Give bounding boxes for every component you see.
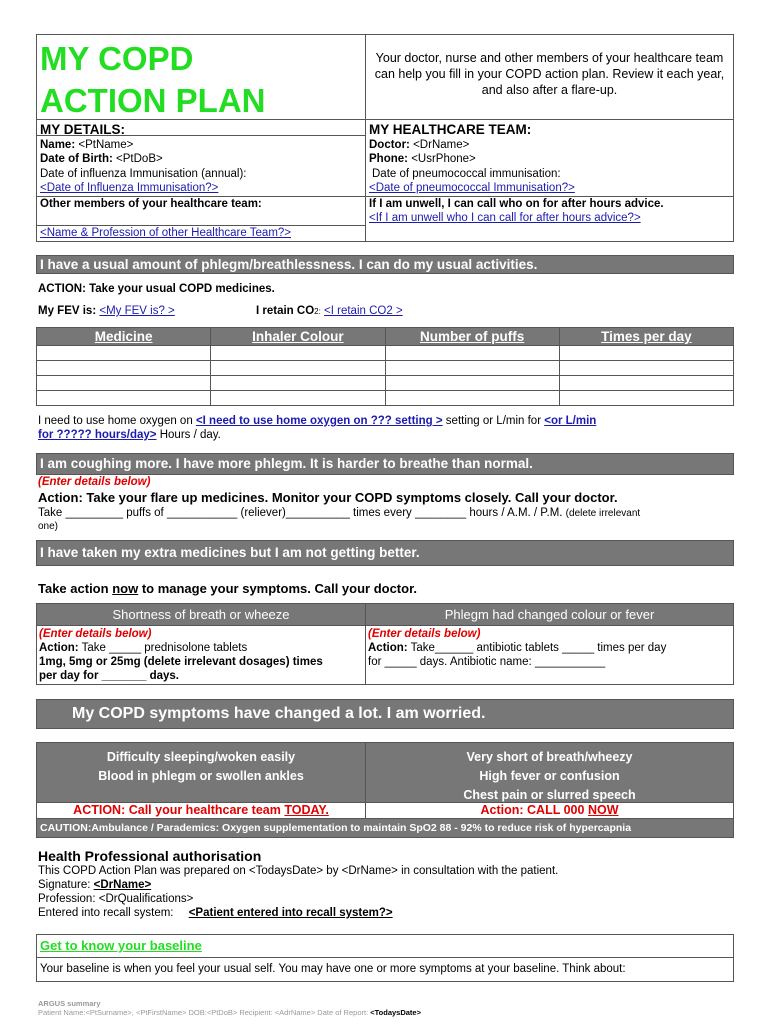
zone3-action bbox=[38, 581, 417, 596]
footer-l2-row bbox=[38, 1008, 421, 1017]
name-value: <PtName> bbox=[78, 139, 134, 151]
zone4-left-l2: Blood in phlegm or swollen ankles bbox=[98, 769, 304, 783]
zone2-take-line: Take _________ puffs of ___________ (reliever)__________ times every ________ hours / A.M. / P.M. bbox=[38, 507, 563, 519]
table-row bbox=[37, 376, 734, 391]
unwell-label: If I am unwell, I can call who on for after hours advice. bbox=[369, 198, 664, 210]
zone2-bar bbox=[36, 453, 734, 475]
zone4-left-symptoms bbox=[36, 742, 366, 803]
fev-row bbox=[38, 305, 175, 317]
zone3-left-l1: Take _____ prednisolone tablets bbox=[81, 642, 248, 654]
caution-bar bbox=[36, 818, 734, 838]
unwell-value-link[interactable]: <If I am unwell who I can call for after hours advice?> bbox=[369, 212, 641, 224]
zone2-bar-text: I am coughing more. I have more phlegm. It is harder to breathe than normal. bbox=[40, 456, 533, 471]
co2-label: I retain CO bbox=[256, 305, 315, 317]
table-row bbox=[37, 346, 734, 361]
dob-value: <PtDoB> bbox=[116, 153, 163, 165]
zone3-action-post: to manage your symptoms. Call your doctor. bbox=[141, 581, 418, 596]
medicine-table-header bbox=[37, 328, 734, 346]
zone1-action: ACTION: Take your usual COPD medicines. bbox=[38, 283, 275, 295]
intro-box bbox=[365, 34, 734, 120]
zone1-bar-text: I have a usual amount of phlegm/breathlessness. I can do my usual activities. bbox=[40, 257, 538, 272]
others-label: Other members of your healthcare team: bbox=[40, 198, 262, 210]
zone3-head-right-text: Phlegm had changed colour or fever bbox=[444, 607, 655, 622]
table-cell[interactable] bbox=[211, 391, 385, 406]
auth-prof: Profession: <DrQualifications> bbox=[38, 893, 194, 905]
table-cell[interactable] bbox=[385, 376, 559, 391]
team-heading: MY HEALTHCARE TEAM: bbox=[369, 122, 532, 137]
zone2-take-line2: one) bbox=[38, 521, 59, 532]
zone4-left-action-u: TODAY. bbox=[284, 803, 329, 817]
zone3-head-right bbox=[365, 603, 734, 626]
footer-l2: Patient Name:<PtSurname>, <PtFirstName> DOB:<PtDoB> Recipient: <AdrName> Date of Report: bbox=[38, 1008, 369, 1017]
table-cell[interactable] bbox=[37, 391, 211, 406]
intro-text: Your doctor, nurse and other members of your healthcare team can help you fill in your COPD action plan. Review it each year, and also after a flare-up. bbox=[374, 51, 725, 97]
auth-recall-label: Entered into recall system: bbox=[38, 907, 174, 919]
zone3-bar bbox=[36, 540, 734, 566]
phone-value: <UsrPhone> bbox=[411, 153, 476, 165]
auth-heading: Health Professional authorisation bbox=[38, 848, 262, 864]
zone4-right-action bbox=[365, 802, 734, 819]
th-inhaler-colour: Inhaler Colour bbox=[211, 328, 385, 346]
oxygen-setting-link[interactable]: <I need to use home oxygen on ??? setting > bbox=[195, 415, 443, 427]
footer-l2-b: <TodaysDate> bbox=[370, 1008, 421, 1017]
table-cell[interactable] bbox=[385, 391, 559, 406]
title-line2: ACTION PLAN bbox=[40, 82, 266, 119]
name-label: Name: bbox=[40, 139, 76, 151]
oxygen-post: Hours / day. bbox=[159, 429, 221, 441]
auth-sig-value: <DrName> bbox=[93, 879, 152, 891]
table-row bbox=[37, 391, 734, 406]
zone3-left-body bbox=[36, 625, 366, 685]
co2-value-link[interactable]: <I retain CO2 > bbox=[324, 305, 403, 317]
others-value-link[interactable]: <Name & Profession of other Healthcare Team?> bbox=[40, 227, 292, 239]
details-heading: MY DETAILS: bbox=[40, 122, 126, 137]
zone4-left-l1: Difficulty sleeping/woken easily bbox=[106, 750, 296, 764]
baseline-heading: Get to know your baseline bbox=[40, 938, 202, 953]
auth-recall-row bbox=[38, 907, 393, 919]
title-line1: MY COPD bbox=[40, 40, 194, 77]
table-cell[interactable] bbox=[37, 346, 211, 361]
flu-label: Date of influenza Immunisation (annual): bbox=[40, 168, 247, 180]
caution-text: CAUTION:Ambulance / Parademics: Oxygen supplementation to maintain SpO2 88 - 92% to reduce risk of hypercapnia bbox=[40, 822, 632, 834]
table-cell[interactable] bbox=[559, 346, 733, 361]
zone3-left-enter: (Enter details below) bbox=[39, 628, 152, 640]
zone4-left-action-pre: ACTION: Call your healthcare team bbox=[73, 803, 281, 817]
flu-value-link[interactable]: <Date of Influenza Immunisation?> bbox=[40, 182, 219, 194]
table-cell[interactable] bbox=[211, 346, 385, 361]
zone3-left-l1-row bbox=[39, 641, 363, 655]
table-cell[interactable] bbox=[559, 391, 733, 406]
zone4-left-action bbox=[36, 802, 366, 819]
auth-sig-label: Signature: bbox=[38, 879, 91, 891]
table-cell[interactable] bbox=[385, 361, 559, 376]
zone3-right-l2: for _____ days. Antibiotic name: ___________ bbox=[368, 656, 606, 668]
footer-l1: ARGUS summary bbox=[38, 999, 101, 1008]
co2-sub: 2: bbox=[314, 307, 321, 316]
fev-value-link[interactable]: <My FEV is? > bbox=[99, 305, 175, 317]
medicine-table bbox=[36, 327, 734, 406]
team-box bbox=[365, 119, 734, 242]
zone1-bar bbox=[36, 255, 734, 274]
th-medicine: Medicine bbox=[37, 328, 211, 346]
table-cell[interactable] bbox=[559, 361, 733, 376]
baseline-text: Your baseline is when you feel your usual self. You may have one or more symptoms at your baseline. Think about: bbox=[40, 963, 626, 975]
oxygen-mid: setting or L/min for bbox=[445, 415, 542, 427]
zone2-enter: (Enter details below) bbox=[38, 476, 151, 488]
table-cell[interactable] bbox=[211, 361, 385, 376]
table-cell[interactable] bbox=[385, 346, 559, 361]
team-doctor-row bbox=[369, 138, 469, 153]
table-row bbox=[37, 361, 734, 376]
zone3-right-l1: Take______ antibiotic tablets _____ times per day bbox=[410, 642, 667, 654]
zone2-take bbox=[38, 507, 728, 533]
zone2-action: Action: Take your flare up medicines. Monitor your COPD symptoms closely. Call your doctor. bbox=[38, 490, 618, 505]
zone3-left-l2: 1mg, 5mg or 25mg (delete irrelevant dosages) times bbox=[39, 656, 323, 668]
details-box bbox=[36, 119, 366, 242]
zone3-left-l3: per day for _______ days. bbox=[39, 670, 179, 682]
pneumo-value-link[interactable]: <Date of pneumococcal Immunisation?> bbox=[369, 182, 575, 194]
auth-recall-value: <Patient entered into recall system?> bbox=[188, 907, 393, 919]
th-times-per-day: Times per day bbox=[559, 328, 733, 346]
table-cell[interactable] bbox=[37, 376, 211, 391]
oxygen-text bbox=[38, 414, 728, 442]
table-cell[interactable] bbox=[211, 376, 385, 391]
details-dob-row bbox=[40, 152, 163, 167]
zone4-right-l3: Chest pain or slurred speech bbox=[463, 788, 636, 802]
auth-line1: This COPD Action Plan was prepared on <TodaysDate> by <DrName> in consultation with the patient. bbox=[38, 865, 559, 877]
zone4-bar-text: My COPD symptoms have changed a lot. I am worried. bbox=[72, 705, 486, 722]
zone3-head-left-text: Shortness of breath or wheeze bbox=[112, 607, 290, 622]
zone4-right-action-pre: Action: CALL 000 bbox=[480, 803, 585, 817]
zone3-left-l1-b: Action: bbox=[39, 642, 79, 654]
zone3-right-body bbox=[365, 625, 734, 685]
zone4-right-symptoms bbox=[365, 742, 734, 803]
details-name-row bbox=[40, 138, 364, 153]
dob-label: Date of Birth: bbox=[40, 153, 113, 165]
zone3-right-l1-row bbox=[368, 641, 731, 655]
oxygen-hours-link-a[interactable]: <or L/min bbox=[544, 415, 597, 427]
zone3-action-pre: Take action bbox=[38, 581, 109, 596]
zone4-right-action-u: NOW bbox=[587, 803, 619, 817]
zone3-head-left bbox=[36, 603, 366, 626]
title-box bbox=[36, 34, 366, 120]
oxygen-pre: I need to use home oxygen on bbox=[38, 415, 193, 427]
pneumo-label: Date of pneumococcal immunisation: bbox=[372, 168, 561, 180]
zone3-bar-text: I have taken my extra medicines but I am not getting better. bbox=[40, 545, 420, 560]
zone3-right-l1-b: Action: bbox=[368, 642, 408, 654]
zone3-right-enter: (Enter details below) bbox=[368, 628, 481, 640]
th-number-of-puffs: Number of puffs bbox=[385, 328, 559, 346]
doctor-label: Doctor: bbox=[369, 139, 410, 151]
zone2-take-note: (delete irrelevant bbox=[565, 508, 641, 519]
table-cell[interactable] bbox=[559, 376, 733, 391]
zone4-right-l2: High fever or confusion bbox=[479, 769, 620, 783]
zone3-action-now: now bbox=[112, 581, 139, 596]
team-phone-row bbox=[369, 152, 476, 167]
zone4-bar bbox=[36, 699, 734, 729]
auth-sig-row bbox=[38, 879, 151, 891]
doctor-value: <DrName> bbox=[413, 139, 470, 151]
zone4-right-l1: Very short of breath/wheezy bbox=[466, 750, 633, 764]
co2-row bbox=[256, 305, 403, 317]
baseline-box bbox=[36, 934, 734, 982]
fev-label: My FEV is: bbox=[38, 305, 97, 317]
oxygen-hours-link-b[interactable]: for ????? hours/day> bbox=[38, 429, 157, 441]
phone-label: Phone: bbox=[369, 153, 408, 165]
table-cell[interactable] bbox=[37, 361, 211, 376]
